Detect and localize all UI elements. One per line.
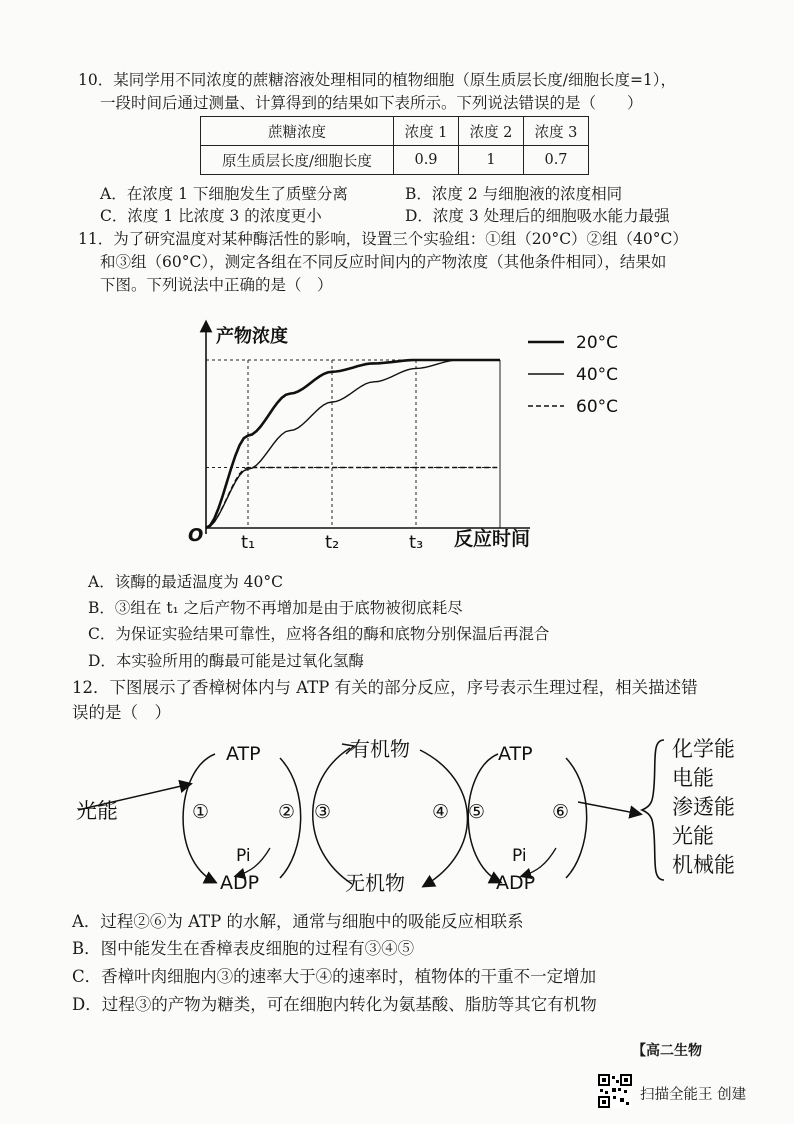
atp-diagram <box>60 730 780 900</box>
energy-form-label: 电能 <box>672 766 714 790</box>
brace <box>642 740 664 880</box>
x-tick-label: t₂ <box>325 532 340 553</box>
x-tick-label: t₃ <box>409 532 424 553</box>
table-cell: 0.7 <box>524 146 589 175</box>
series-line <box>206 468 500 529</box>
page-footer-tag: 【高二生物 <box>632 1043 702 1059</box>
q12-stem-line1: 12．下图展示了香樟树体内与 ATP 有关的部分反应，序号表示生理过程，相关描述错 <box>72 678 698 697</box>
q11-option-b: B．③组在 t₁ 之后产物不再增加是由于底物被彻底耗尽 <box>88 599 463 617</box>
q11-option-a: A．该酶的最适温度为 40°C <box>88 573 283 591</box>
q10-stem-line1: 10．某同学用不同浓度的蔗糖溶液处理相同的植物细胞（原生质层长度/细胞长度=1）， <box>78 71 677 89</box>
origin-label: O <box>188 525 204 546</box>
q11-option-d: D．本实验所用的酶最可能是过氧化氢酶 <box>88 652 364 670</box>
inorganic-label: 无机物 <box>345 871 405 895</box>
adp-label-right: ADP <box>496 872 536 894</box>
series-line <box>206 360 500 528</box>
q11-stem-line1: 11．为了研究温度对某种酶活性的影响，设置三个实验组：①组（20°C）②组（40°C） <box>78 230 688 248</box>
q10-option-b: B．浓度 2 与细胞液的浓度相同 <box>405 185 623 203</box>
table-cell: 蔗糖浓度 <box>201 117 394 146</box>
process-6-arrow <box>566 758 587 878</box>
pi-label-left: Pi <box>236 846 251 866</box>
table-cell: 1 <box>459 146 524 175</box>
q11-stem-line2: 和③组（60°C），测定各组在不同反应时间内的产物浓度（其他条件相同），结果如 <box>100 253 667 271</box>
table-row <box>201 117 589 146</box>
y-axis-label: 产物浓度 <box>216 326 288 347</box>
q10-option-d: D．浓度 3 处理后的细胞吸水能力最强 <box>405 207 670 225</box>
legend-label: 40°C <box>576 365 619 385</box>
process-1-label: ① <box>192 801 210 823</box>
series-line <box>206 360 500 528</box>
light-energy-label: 光能 <box>76 799 118 823</box>
energy-form-label: 光能 <box>672 824 714 848</box>
process-5-label: ⑤ <box>468 801 486 823</box>
q10-option-c: C．浓度 1 比浓度 3 的浓度更小 <box>100 207 322 225</box>
q12-option-c: C．香樟叶肉细胞内③的速率大于④的速率时，植物体的干重不一定增加 <box>72 967 597 986</box>
process-4-label: ④ <box>432 801 450 823</box>
table-row <box>201 146 589 175</box>
x-axis-label: 反应时间 <box>454 528 531 550</box>
energy-form-label: 机械能 <box>672 853 735 877</box>
pi-label-right: Pi <box>512 846 527 866</box>
q12-stem-line2: 误的是（ ） <box>72 703 171 722</box>
table-cell: 浓度 1 <box>394 117 459 146</box>
table-cell: 0.9 <box>394 146 459 175</box>
organic-label: 有机物 <box>350 737 410 761</box>
x-tick-label: t₁ <box>241 532 256 553</box>
process-2-label: ② <box>278 801 296 823</box>
process-6-label: ⑥ <box>552 801 570 823</box>
q12-option-b: B．图中能发生在香樟表皮细胞的过程有③④⑤ <box>72 939 415 958</box>
q10-table <box>200 116 589 175</box>
legend-label: 60°C <box>576 397 619 417</box>
q12-option-a: A．过程②⑥为 ATP 的水解，通常与细胞中的吸能反应相联系 <box>72 912 524 931</box>
scanner-watermark: 扫描全能王 创建 <box>640 1087 747 1103</box>
table-cell: 浓度 3 <box>524 117 589 146</box>
q10-option-a: A．在浓度 1 下细胞发生了质壁分离 <box>100 185 348 203</box>
q11-stem-line3: 下图。下列说法中正确的是（ ） <box>100 276 333 294</box>
q12-option-d: D．过程③的产物为糖类，可在细胞内转化为氨基酸、脂肪等其它有机物 <box>72 995 597 1014</box>
table-cell: 原生质层长度/细胞长度 <box>201 146 394 175</box>
adp-label-left: ADP <box>220 872 260 894</box>
enzyme-chart <box>180 316 650 556</box>
q11-option-c: C．为保证实验结果可靠性，应将各组的酶和底物分别保温后再混合 <box>88 625 550 643</box>
atp-label-left: ATP <box>226 743 261 765</box>
process-3-label: ③ <box>314 801 332 823</box>
energy-form-label: 渗透能 <box>672 795 735 819</box>
legend-label: 20°C <box>576 333 619 353</box>
q10-stem-line2: 一段时间后通过测量、计算得到的结果如下表所示。下列说法错误的是（ ） <box>100 94 643 112</box>
atp-label-right: ATP <box>498 743 533 765</box>
energy-form-label: 化学能 <box>672 737 735 761</box>
qr-code-icon <box>598 1074 632 1108</box>
table-cell: 浓度 2 <box>459 117 524 146</box>
